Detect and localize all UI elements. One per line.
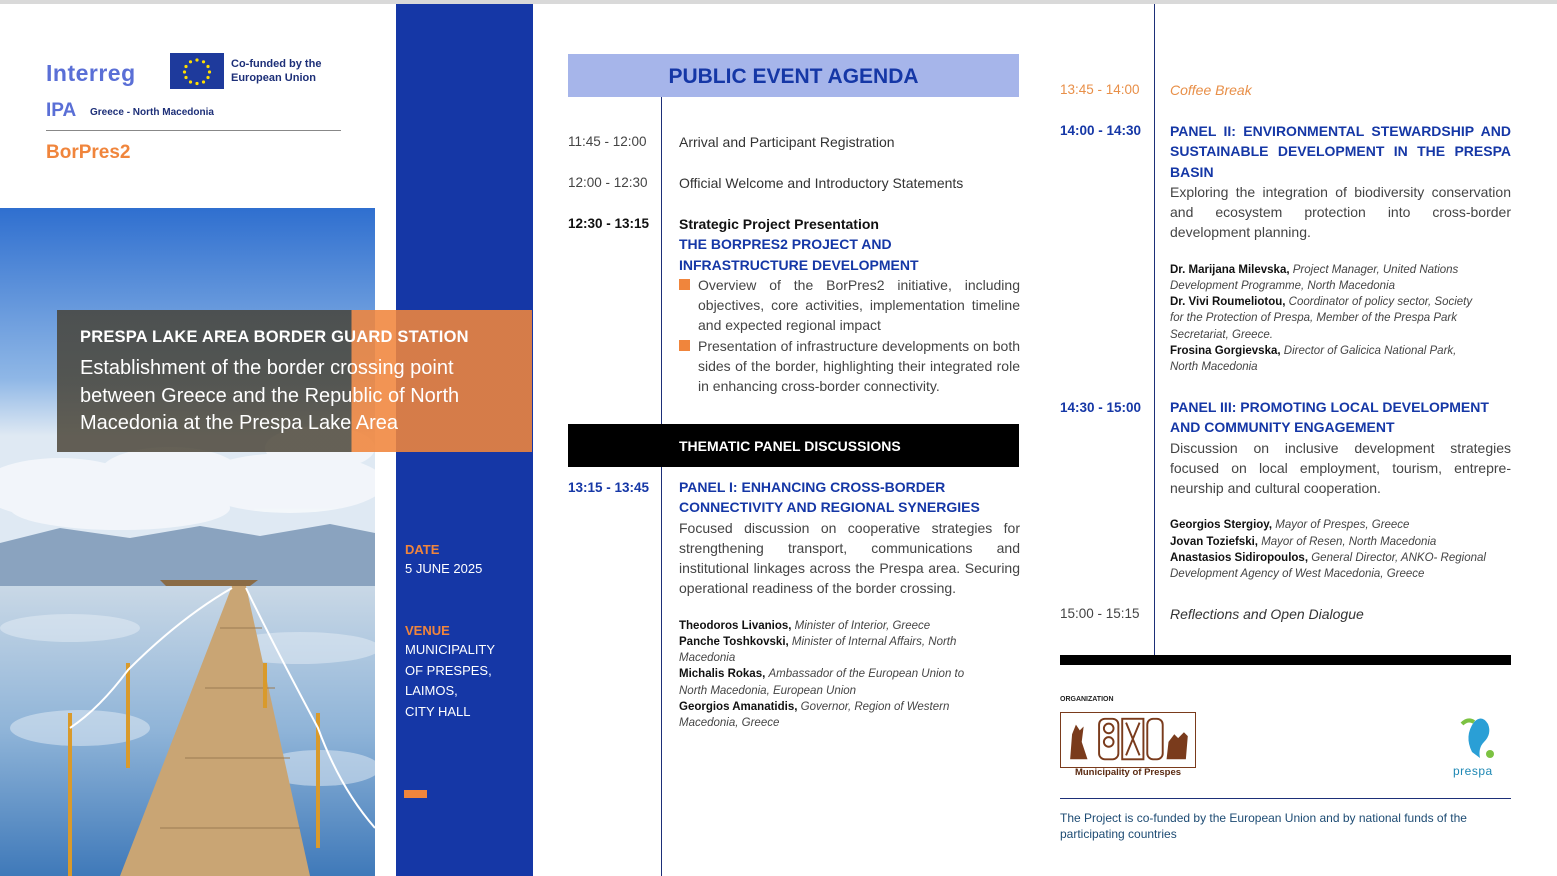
ipa-region: Greece - North Macedonia (90, 107, 214, 118)
timeline-line (1154, 4, 1155, 656)
date-label: DATE (405, 542, 440, 557)
speaker-list (1170, 262, 1480, 375)
speaker (1170, 343, 1480, 375)
hero-subtitle: Establishment of the border crossing point between Greece and the Republic of North Macedonia at the Prespa Lake Area (80, 357, 460, 434)
speaker (1170, 262, 1480, 294)
agenda-item-subtitle: THE BORPRES2 PROJECT AND INFRASTRUCTURE DEVELOPMENT (679, 236, 919, 273)
venue-line: CITY HALL (405, 703, 471, 719)
speaker-role: Project Manager, United Nations Development Programme, North Macedonia (1170, 263, 1459, 292)
agenda-item-title: Strategic Project Presentation (679, 216, 879, 232)
agenda-block (679, 214, 1020, 397)
time-slot: 14:00 - 14:30 (1060, 123, 1142, 138)
speaker-name: Frosina Gorgievska, (1170, 344, 1281, 357)
agenda-item: Arrival and Participant Registration (679, 134, 895, 150)
timeline-line (661, 97, 662, 876)
bullet-text: Overview of the BorPres2 initiative, including objectives, core activities, implementation timeline and expected regional impact (698, 276, 1020, 334)
speaker-role: Ambassador of the European Union to North Macedonia, European Union (679, 668, 965, 697)
speaker-name: Anastasios Sidiropoulos, (1170, 551, 1309, 564)
section-divider (1060, 655, 1511, 665)
footer-divider (1060, 798, 1511, 799)
venue-line: MUNICIPALITY (405, 642, 496, 657)
speaker-name: Dr. Marijana Milevska, (1170, 263, 1290, 276)
speaker-name: Jovan Toziefski, (1170, 535, 1258, 548)
project-name: BorPres2 (46, 142, 131, 163)
organization-label: ORGANIZATION (1060, 696, 1114, 703)
agenda-heading: PUBLIC EVENT AGENDA (568, 54, 1019, 97)
panel-block (1170, 121, 1511, 375)
bullet-text: Presentation of infrastructure developments on both sides of the border, highlighting their integrated role in enhancing cross-border connectivity. (698, 337, 1020, 395)
thematic-heading: THEMATIC PANEL DISCUSSIONS (568, 424, 1019, 467)
time-slot: 15:00 - 15:15 (1060, 606, 1140, 621)
speaker (1170, 517, 1511, 533)
divider (46, 130, 341, 131)
hero-title: PRESPA LAKE AREA BORDER GUARD STATION (80, 328, 469, 346)
venue-value (405, 640, 495, 722)
venue-line: OF PRESPES, (405, 662, 492, 678)
interreg-logo: Interreg (46, 60, 136, 86)
venue-label: VENUE (405, 623, 450, 638)
time-slot: 13:45 - 14:00 (1060, 82, 1140, 97)
bullet-item (679, 275, 1020, 336)
speaker-role: Mayor of Resen, North Macedonia (1261, 535, 1437, 548)
municipality-logo (1060, 712, 1196, 768)
speaker-role: Minister of Interior, Greece (794, 619, 931, 632)
panel-description: Discussion on inclusive development strategies focused on local employment, tourism, entrepre-neurship and cultural cooperation. (1170, 439, 1511, 497)
lake-pier-photo (0, 208, 375, 876)
speaker-role: Minister of Internal Affairs, North Macedonia (679, 635, 957, 665)
speaker (1170, 550, 1511, 582)
ipa-logo: IPA (46, 100, 77, 121)
panel-block (679, 477, 1020, 731)
eu-flag-icon (170, 53, 224, 89)
speaker-name: Georgios Stergioy, (1170, 519, 1273, 532)
panel-block (1170, 397, 1511, 582)
speaker-name: Theodoros Livanios, (679, 619, 792, 632)
time-slot: 14:30 - 15:00 (1060, 400, 1142, 415)
speaker (1170, 294, 1480, 343)
bullet-icon (679, 279, 690, 290)
speaker-role: General Director, ANKO- Regional Development Agency of West Macedonia, Greece (1170, 551, 1486, 581)
speaker-name: Dr. Vivi Roumeliotou, (1170, 296, 1286, 309)
agenda-item: Official Welcome and Introductory Statements (679, 175, 964, 191)
panel-title: PANEL III: PROMOTING LOCAL DEVELOPMENT AND COMMUNITY ENGAGEMENT (1170, 399, 1489, 436)
speaker-role: Director of Galicica National Park, North Macedonia (1170, 344, 1457, 373)
speaker-role: Mayor of Prespes, Greece (1275, 519, 1410, 532)
panel-description: Exploring the integration of biodiversity conservation and ecosystem protection into cross-border development planning. (1170, 183, 1511, 241)
panel-title: PANEL I: ENHANCING CROSS-BORDER CONNECTIVITY AND REGIONAL SYNERGIES (679, 479, 980, 516)
prespa-name: prespa (1453, 764, 1493, 778)
speaker (679, 666, 979, 698)
time-slot: 12:00 - 12:30 (568, 175, 648, 190)
speaker-role: Coordinator of policy sector, Society for the Protection of Prespa, Member of the Prespa Park Secretariat, Greece. (1170, 296, 1473, 341)
orange-accent (404, 790, 427, 798)
date-value: 5 JUNE 2025 (405, 561, 483, 576)
venue-line: LAIMOS, (405, 683, 458, 698)
speaker-name: Michalis Rokas, (679, 668, 766, 681)
time-slot: 12:30 - 13:15 (568, 216, 650, 231)
speaker-role: Governor, Region of Western Macedonia, Greece (679, 700, 950, 729)
speaker-name: Georgios Amanatidis, (679, 700, 798, 713)
panel-description: Focused discussion on cooperative strategies for strengthening transport, communications and institutional linkages across the Prespa area. Securing operational readiness of the border crossing. (679, 519, 1020, 597)
speaker (679, 634, 979, 666)
time-slot: 13:15 - 13:45 (568, 480, 650, 495)
cofunded-label: Co-funded by the European Union (231, 58, 322, 84)
panel-title: PANEL II: ENVIRONMENTAL STEWARDSHIP AND SUSTAINABLE DEVELOPMENT IN THE PRESPA BASIN (1170, 123, 1511, 180)
speaker-name: Panche Toshkovski, (679, 635, 789, 648)
funding-note: The Project is co-funded by the European Union and by national funds of the participating countries (1060, 811, 1467, 841)
hero-overlay (57, 310, 532, 452)
top-border (0, 0, 1557, 4)
speaker (679, 699, 979, 731)
bullet-icon (679, 340, 690, 351)
agenda-item: Coffee Break (1170, 82, 1252, 98)
speaker (679, 618, 979, 634)
municipality-name: Municipality of Prespes (1074, 767, 1182, 778)
bullet-item (679, 336, 1020, 397)
speaker-list (679, 618, 979, 731)
speaker (1170, 534, 1511, 550)
speaker-list (1170, 517, 1511, 582)
time-slot: 11:45 - 12:00 (568, 134, 647, 149)
agenda-item: Reflections and Open Dialogue (1170, 606, 1364, 622)
